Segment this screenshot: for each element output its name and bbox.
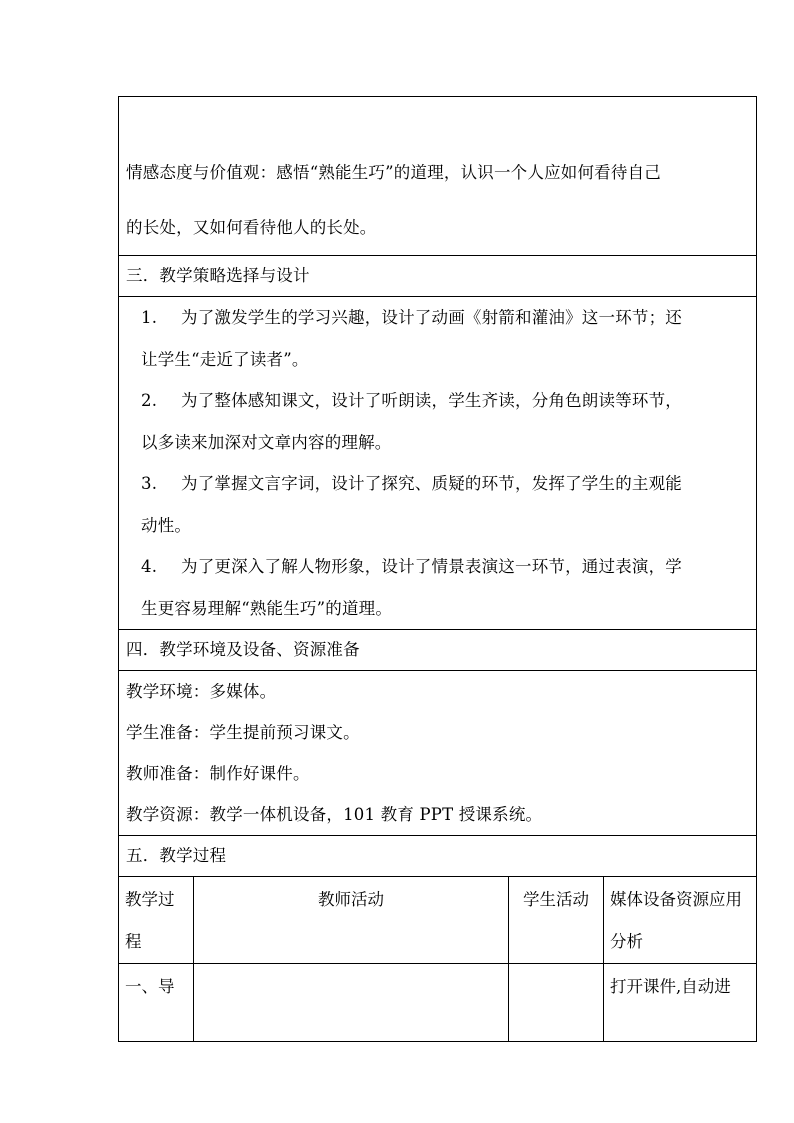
strategy-item-text: 为了激发学生的学习兴趣，设计了动画《射箭和灌油》这一环节；还	[181, 308, 682, 327]
column-header-teacher: 教师活动	[193, 877, 508, 963]
strategy-item-4-cont: 生更容易理解“熟能生巧”的道理。	[141, 598, 393, 618]
strategy-item-3	[119, 463, 756, 505]
teacher-cell	[193, 964, 508, 1041]
strategy-item-number: 3.	[141, 474, 158, 493]
emotion-values-section	[119, 97, 756, 255]
lesson-plan-table	[118, 96, 757, 1042]
environment-line-3: 教师准备：制作好课件。	[126, 764, 310, 783]
environment-line-2: 学生准备：学生提前预习课文。	[126, 723, 360, 742]
stage-cell: 一、导	[125, 977, 175, 996]
strategy-item-2-cont: 以多读来加深对文章内容的理解。	[141, 432, 392, 452]
strategy-item-1	[119, 297, 756, 339]
process-heading-row	[119, 835, 756, 876]
strategy-item-4	[119, 546, 756, 588]
strategy-section	[119, 296, 756, 629]
process-heading: 五．教学过程	[126, 846, 227, 865]
strategy-item-2	[119, 380, 756, 422]
strategy-item-number: 1.	[141, 308, 158, 327]
column-header-student: 学生活动	[508, 877, 603, 963]
environment-heading: 四．教学环境及设备、资源准备	[126, 640, 360, 659]
strategy-heading-row	[119, 255, 756, 296]
strategy-item-text: 为了更深入了解人物形象，设计了情景表演这一环节，通过表演，学	[181, 557, 682, 576]
environment-section	[119, 670, 756, 835]
strategy-item-1-cont: 让学生“走近了读者”。	[141, 349, 309, 369]
strategy-item-text: 为了掌握文言字词，设计了探究、质疑的环节，发挥了学生的主观能	[181, 474, 682, 493]
student-cell	[508, 964, 603, 1041]
column-header-media: 媒体设备资源应用分析	[603, 877, 756, 963]
environment-heading-row	[119, 629, 756, 670]
environment-line-4: 教学资源：教学一体机设备，101 教育 PPT 授课系统。	[126, 805, 543, 824]
strategy-heading: 三．教学策略选择与设计	[126, 266, 310, 285]
media-cell: 打开课件,自动进	[603, 964, 756, 1041]
emotion-line-2: 的长处，又如何看待他人的长处。	[126, 218, 377, 237]
column-header-stage: 教学过程	[125, 890, 175, 951]
strategy-item-number: 2.	[141, 391, 158, 410]
process-header-row	[119, 876, 756, 963]
strategy-item-text: 为了整体感知课文，设计了听朗读，学生齐读，分角色朗读等环节，	[181, 391, 682, 410]
strategy-item-number: 4.	[141, 557, 158, 576]
strategy-item-3-cont: 动性。	[141, 515, 192, 535]
emotion-line-1: 情感态度与价值观：感悟“熟能生巧”的道理，认识一个人应如何看待自己	[126, 163, 661, 182]
environment-line-1: 教学环境：多媒体。	[126, 682, 277, 701]
table-row	[119, 963, 756, 1041]
